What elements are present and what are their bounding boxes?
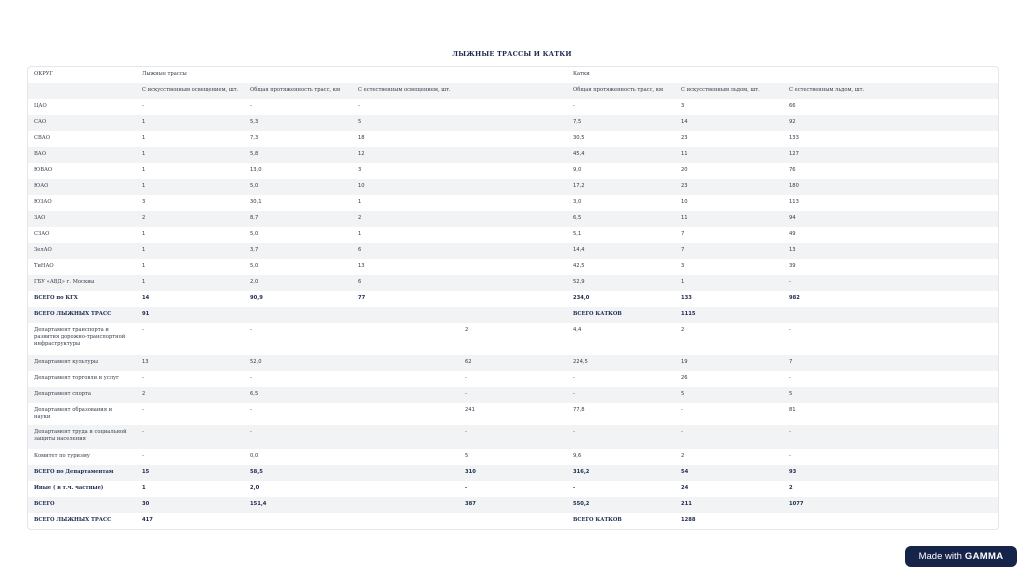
table-cell: 550,2	[567, 497, 675, 513]
table-cell: ВСЕГО ЛЫЖНЫХ ТРАСС	[34, 517, 112, 523]
table-cell: 58,5	[244, 465, 352, 481]
total-row	[28, 291, 998, 307]
row-label-cell: ЦАО	[34, 103, 47, 109]
table-row	[28, 243, 998, 259]
table-cell: 1	[136, 179, 244, 195]
row-label-cell: ОКРУГ	[34, 71, 53, 77]
table-row	[28, 179, 998, 195]
table-cell: 2,0	[244, 275, 352, 291]
row-label-cell: СЗАО	[34, 231, 50, 237]
table-cell: 62	[459, 355, 567, 371]
table-cell: С естественным освещением, шт.	[352, 83, 459, 99]
table-cell	[459, 115, 567, 131]
table-cell: 3	[681, 263, 685, 269]
table-cell: 12	[352, 147, 459, 163]
table-cell: -	[675, 425, 783, 449]
table-cell	[459, 67, 567, 83]
table-cell: 3	[142, 199, 146, 205]
table-cell	[352, 449, 459, 465]
table-cell: 5	[675, 387, 783, 403]
table-cell: 3	[358, 167, 362, 173]
table-cell: 14	[142, 295, 150, 301]
table-cell: 7	[783, 355, 998, 371]
row-label-cell: ВСЕГО по КГХ	[34, 295, 78, 301]
table-cell: 1	[675, 275, 783, 291]
total-row	[28, 465, 998, 481]
total-row	[28, 481, 998, 497]
table-cell: 224,5	[567, 355, 675, 371]
row-label-cell: СВАО	[34, 135, 50, 141]
table-cell: -	[567, 387, 675, 403]
table-cell: 9,0	[573, 167, 582, 173]
table-cell: 10	[681, 199, 688, 205]
table-cell	[459, 131, 567, 147]
table-cell: 1	[136, 147, 244, 163]
table-cell: 93	[783, 465, 998, 481]
data-table	[27, 66, 999, 530]
table-cell: ВСЕГО ЛЫЖНЫХ ТРАСС	[28, 307, 136, 323]
table-cell	[352, 371, 459, 387]
table-cell: 310	[459, 465, 567, 481]
table-cell: 1	[142, 135, 146, 141]
table-cell: 1	[142, 231, 146, 237]
table-cell: 417	[142, 517, 153, 523]
table-cell: 982	[789, 295, 800, 301]
table-cell: 5,0	[250, 231, 259, 237]
table-cell: 1288	[681, 517, 696, 523]
table-row	[28, 449, 998, 465]
table-cell: 5	[352, 115, 459, 131]
table-cell: -	[142, 453, 144, 459]
table-cell: 133	[789, 135, 799, 141]
table-cell: 2	[681, 327, 685, 333]
table-cell: С искусственным льдом, шт.	[675, 83, 783, 99]
table-cell: 7,3	[250, 135, 259, 141]
table-cell	[352, 497, 459, 513]
table-cell: 2	[136, 211, 244, 227]
table-cell: 6	[352, 243, 459, 259]
table-cell: -	[789, 375, 791, 381]
table-cell: 6	[352, 275, 459, 291]
row-label-cell: Департамент транспорта и развития дорожно-транспортной инфраструктуры	[34, 327, 126, 347]
table-cell	[352, 481, 459, 497]
table-cell: -	[573, 375, 575, 381]
table-cell: 5,1	[573, 231, 582, 237]
table-cell: -	[465, 485, 468, 491]
table-cell: 13,0	[250, 167, 262, 173]
table-cell	[352, 355, 459, 371]
table-cell: 1	[136, 275, 244, 291]
row-label-cell: Департамент культуры	[28, 355, 136, 371]
row-label-cell: ГБУ «АВД» г. Москвы	[28, 275, 136, 291]
table-cell: 4,4	[573, 327, 582, 333]
table-cell: 387	[459, 497, 567, 513]
table-cell: 1	[358, 199, 362, 205]
table-cell: 11	[675, 211, 783, 227]
table-cell	[352, 465, 459, 481]
table-cell: -	[459, 387, 567, 403]
table-cell: -	[783, 275, 998, 291]
subheader-row	[28, 83, 998, 99]
table-cell: 94	[783, 211, 998, 227]
table-cell: 20	[681, 167, 688, 173]
table-cell: 10	[352, 179, 459, 195]
table-cell: С естественным льдом, шт.	[783, 83, 998, 99]
row-label-cell: ВСЕГО	[28, 497, 136, 513]
table-cell: ВСЕГО КАТКОВ	[573, 517, 622, 523]
made-with-label: Made with	[918, 551, 962, 562]
table-cell: 5	[783, 387, 998, 403]
table-cell: 5,3	[244, 115, 352, 131]
table-cell: 2	[352, 211, 459, 227]
table-cell	[459, 147, 567, 163]
table-cell: 180	[783, 179, 998, 195]
table-cell	[459, 83, 567, 99]
table-cell: -	[789, 453, 791, 459]
table-cell: -	[142, 327, 144, 333]
table-cell: 39	[789, 263, 796, 269]
row-label-cell: ТиНАО	[34, 263, 54, 269]
table-cell: -	[567, 425, 675, 449]
table-cell: 211	[675, 497, 783, 513]
table-cell: 13	[783, 243, 998, 259]
table-cell: 17,2	[567, 179, 675, 195]
table-cell: 81	[789, 407, 796, 413]
row-label-cell: ЮАО	[28, 179, 136, 195]
table-cell: ВСЕГО КАТКОВ	[567, 307, 675, 323]
table-cell: -	[789, 327, 791, 333]
table-cell: 1	[136, 115, 244, 131]
row-label-cell: ВСЕГО по Департаментам	[28, 465, 136, 481]
table-cell: 77	[358, 295, 366, 301]
table-cell	[244, 67, 352, 83]
table-cell: 0,0	[250, 453, 259, 459]
table-cell: 6,5	[567, 211, 675, 227]
table-cell: -	[573, 485, 576, 491]
table-cell	[459, 275, 567, 291]
table-cell: 316,2	[567, 465, 675, 481]
table-cell: 13	[136, 355, 244, 371]
row-label-cell: САО	[28, 115, 136, 131]
row-label-cell	[28, 83, 136, 99]
table-cell: -	[459, 425, 567, 449]
table-cell: 19	[675, 355, 783, 371]
table-cell: -	[136, 425, 244, 449]
table-cell	[352, 387, 459, 403]
table-cell: 1077	[783, 497, 998, 513]
row-label-cell: ЗелАО	[28, 243, 136, 259]
table-row	[28, 163, 998, 179]
table-cell: 133	[681, 295, 692, 301]
table-cell: 15	[136, 465, 244, 481]
table-cell: -	[142, 375, 144, 381]
table-cell: 66	[789, 103, 796, 109]
table-cell: -	[681, 407, 683, 413]
table-cell: Общая протяженность трасс, км	[567, 83, 675, 99]
table-cell: 7,5	[567, 115, 675, 131]
row-label-cell: ЮЗАО	[34, 199, 52, 205]
table-cell: 23	[681, 135, 688, 141]
table-cell	[459, 195, 567, 211]
table-cell: Катки	[573, 71, 590, 77]
table-cell: 24	[681, 485, 689, 491]
table-cell: 11	[675, 147, 783, 163]
table-cell: 30	[136, 497, 244, 513]
table-cell: 5,8	[244, 147, 352, 163]
table-cell: -	[244, 425, 352, 449]
table-row	[28, 259, 998, 275]
table-cell: 49	[789, 231, 796, 237]
table-cell: 42,5	[573, 263, 585, 269]
table-cell: 8,7	[244, 211, 352, 227]
made-with-gamma-badge[interactable]	[905, 546, 1017, 567]
table-cell: 90,9	[250, 295, 263, 301]
table-cell	[459, 227, 567, 243]
table-cell: 1	[142, 167, 146, 173]
row-label-cell: ЗАО	[28, 211, 136, 227]
table-row	[28, 195, 998, 211]
table-cell: -	[573, 103, 575, 109]
row-label-cell: Комитет по туризму	[34, 453, 90, 459]
table-cell	[459, 99, 567, 115]
table-row	[28, 131, 998, 147]
table-cell: 5,0	[250, 263, 259, 269]
table-cell	[352, 425, 459, 449]
table-cell: 1	[142, 263, 146, 269]
table-cell: 13	[358, 263, 365, 269]
table-cell: С искусственным освещением, шт.	[136, 83, 244, 99]
total-row	[28, 513, 998, 529]
total-row	[28, 497, 998, 513]
table-cell: 6,5	[244, 387, 352, 403]
table-cell	[459, 291, 567, 307]
table-cell: 1115	[675, 307, 998, 323]
table-row	[28, 115, 998, 131]
table-cell: Общая протяженность трасс, км	[244, 83, 352, 99]
row-label-cell: Департамент спорта	[28, 387, 136, 403]
table-cell	[459, 163, 567, 179]
table-cell	[459, 243, 567, 259]
table-cell	[675, 67, 783, 83]
header-row	[28, 67, 998, 83]
table-row	[28, 147, 998, 163]
table-cell: 23	[675, 179, 783, 195]
table-row	[28, 275, 998, 291]
row-label-cell: Департамент торговли и услуг	[34, 375, 119, 381]
table-cell: Лыжные трассы	[142, 71, 187, 77]
row-label-cell: ВАО	[28, 147, 136, 163]
table-cell	[459, 259, 567, 275]
table-row	[28, 403, 998, 425]
table-cell: -	[142, 407, 144, 413]
table-cell: 54	[675, 465, 783, 481]
gamma-logo: GAMMA	[964, 551, 1004, 562]
total-row	[28, 307, 998, 323]
table-cell: 26	[681, 375, 688, 381]
table-cell: 127	[783, 147, 998, 163]
table-cell: 45,4	[567, 147, 675, 163]
table-row	[28, 387, 998, 403]
table-cell: 1	[136, 243, 244, 259]
table-cell	[459, 211, 567, 227]
table-cell: 2,0	[250, 485, 260, 491]
table-cell	[459, 179, 567, 195]
table-cell: -	[250, 375, 252, 381]
table-cell: 18	[358, 135, 365, 141]
table-cell: 1	[142, 485, 146, 491]
table-cell: 3,0	[573, 199, 582, 205]
table-cell: 5,0	[244, 179, 352, 195]
table-cell	[352, 403, 459, 425]
table-row	[28, 211, 998, 227]
table-cell: 3,7	[244, 243, 352, 259]
table-cell: 151,4	[244, 497, 352, 513]
table-cell: 52,0	[244, 355, 352, 371]
table-cell: 2	[136, 387, 244, 403]
table-cell: -	[250, 327, 252, 333]
row-label-cell: ЮВАО	[34, 167, 53, 173]
row-label-cell: Департамент образования и науки	[34, 407, 113, 420]
table-cell: -	[250, 103, 252, 109]
table-cell: 92	[783, 115, 998, 131]
table-cell: -	[142, 103, 144, 109]
table-cell: 77,8	[573, 407, 585, 413]
table-cell: 2	[465, 327, 469, 333]
table-cell	[352, 67, 459, 83]
table-cell: 30,5	[573, 135, 585, 141]
table-cell: -	[783, 425, 998, 449]
table-cell: 14,4	[567, 243, 675, 259]
table-row	[28, 99, 998, 115]
table-cell: -	[358, 103, 360, 109]
table-row	[28, 355, 998, 371]
row-label-cell: Департамент труда и социальной защиты населения	[28, 425, 136, 449]
table-cell: 30,1	[250, 199, 262, 205]
table-cell: -	[465, 375, 467, 381]
table-cell: 76	[789, 167, 796, 173]
table-row	[28, 371, 998, 387]
table-cell	[352, 323, 459, 355]
table-row	[28, 227, 998, 243]
row-label-cell: Иные ( в т.ч. частные)	[34, 485, 104, 491]
table-cell: 3	[681, 103, 685, 109]
table-cell: 5	[465, 453, 469, 459]
table-cell	[783, 67, 998, 83]
table-cell: 2	[681, 453, 685, 459]
table-row	[28, 425, 998, 449]
table-cell: 1	[358, 231, 362, 237]
table-row	[28, 323, 998, 355]
table-cell: 52,9	[567, 275, 675, 291]
table-cell: 7	[681, 231, 685, 237]
table-cell: 9,6	[573, 453, 582, 459]
table-cell: 234,0	[573, 295, 590, 301]
table-cell: 7	[675, 243, 783, 259]
table-cell: -	[250, 407, 252, 413]
table-cell: 2	[789, 485, 793, 491]
table-cell: 91	[136, 307, 567, 323]
table-cell: 14	[675, 115, 783, 131]
page-title: ЛЫЖНЫЕ ТРАССЫ И КАТКИ	[452, 50, 572, 58]
table-cell: 113	[789, 199, 799, 205]
table-cell: 241	[465, 407, 475, 413]
